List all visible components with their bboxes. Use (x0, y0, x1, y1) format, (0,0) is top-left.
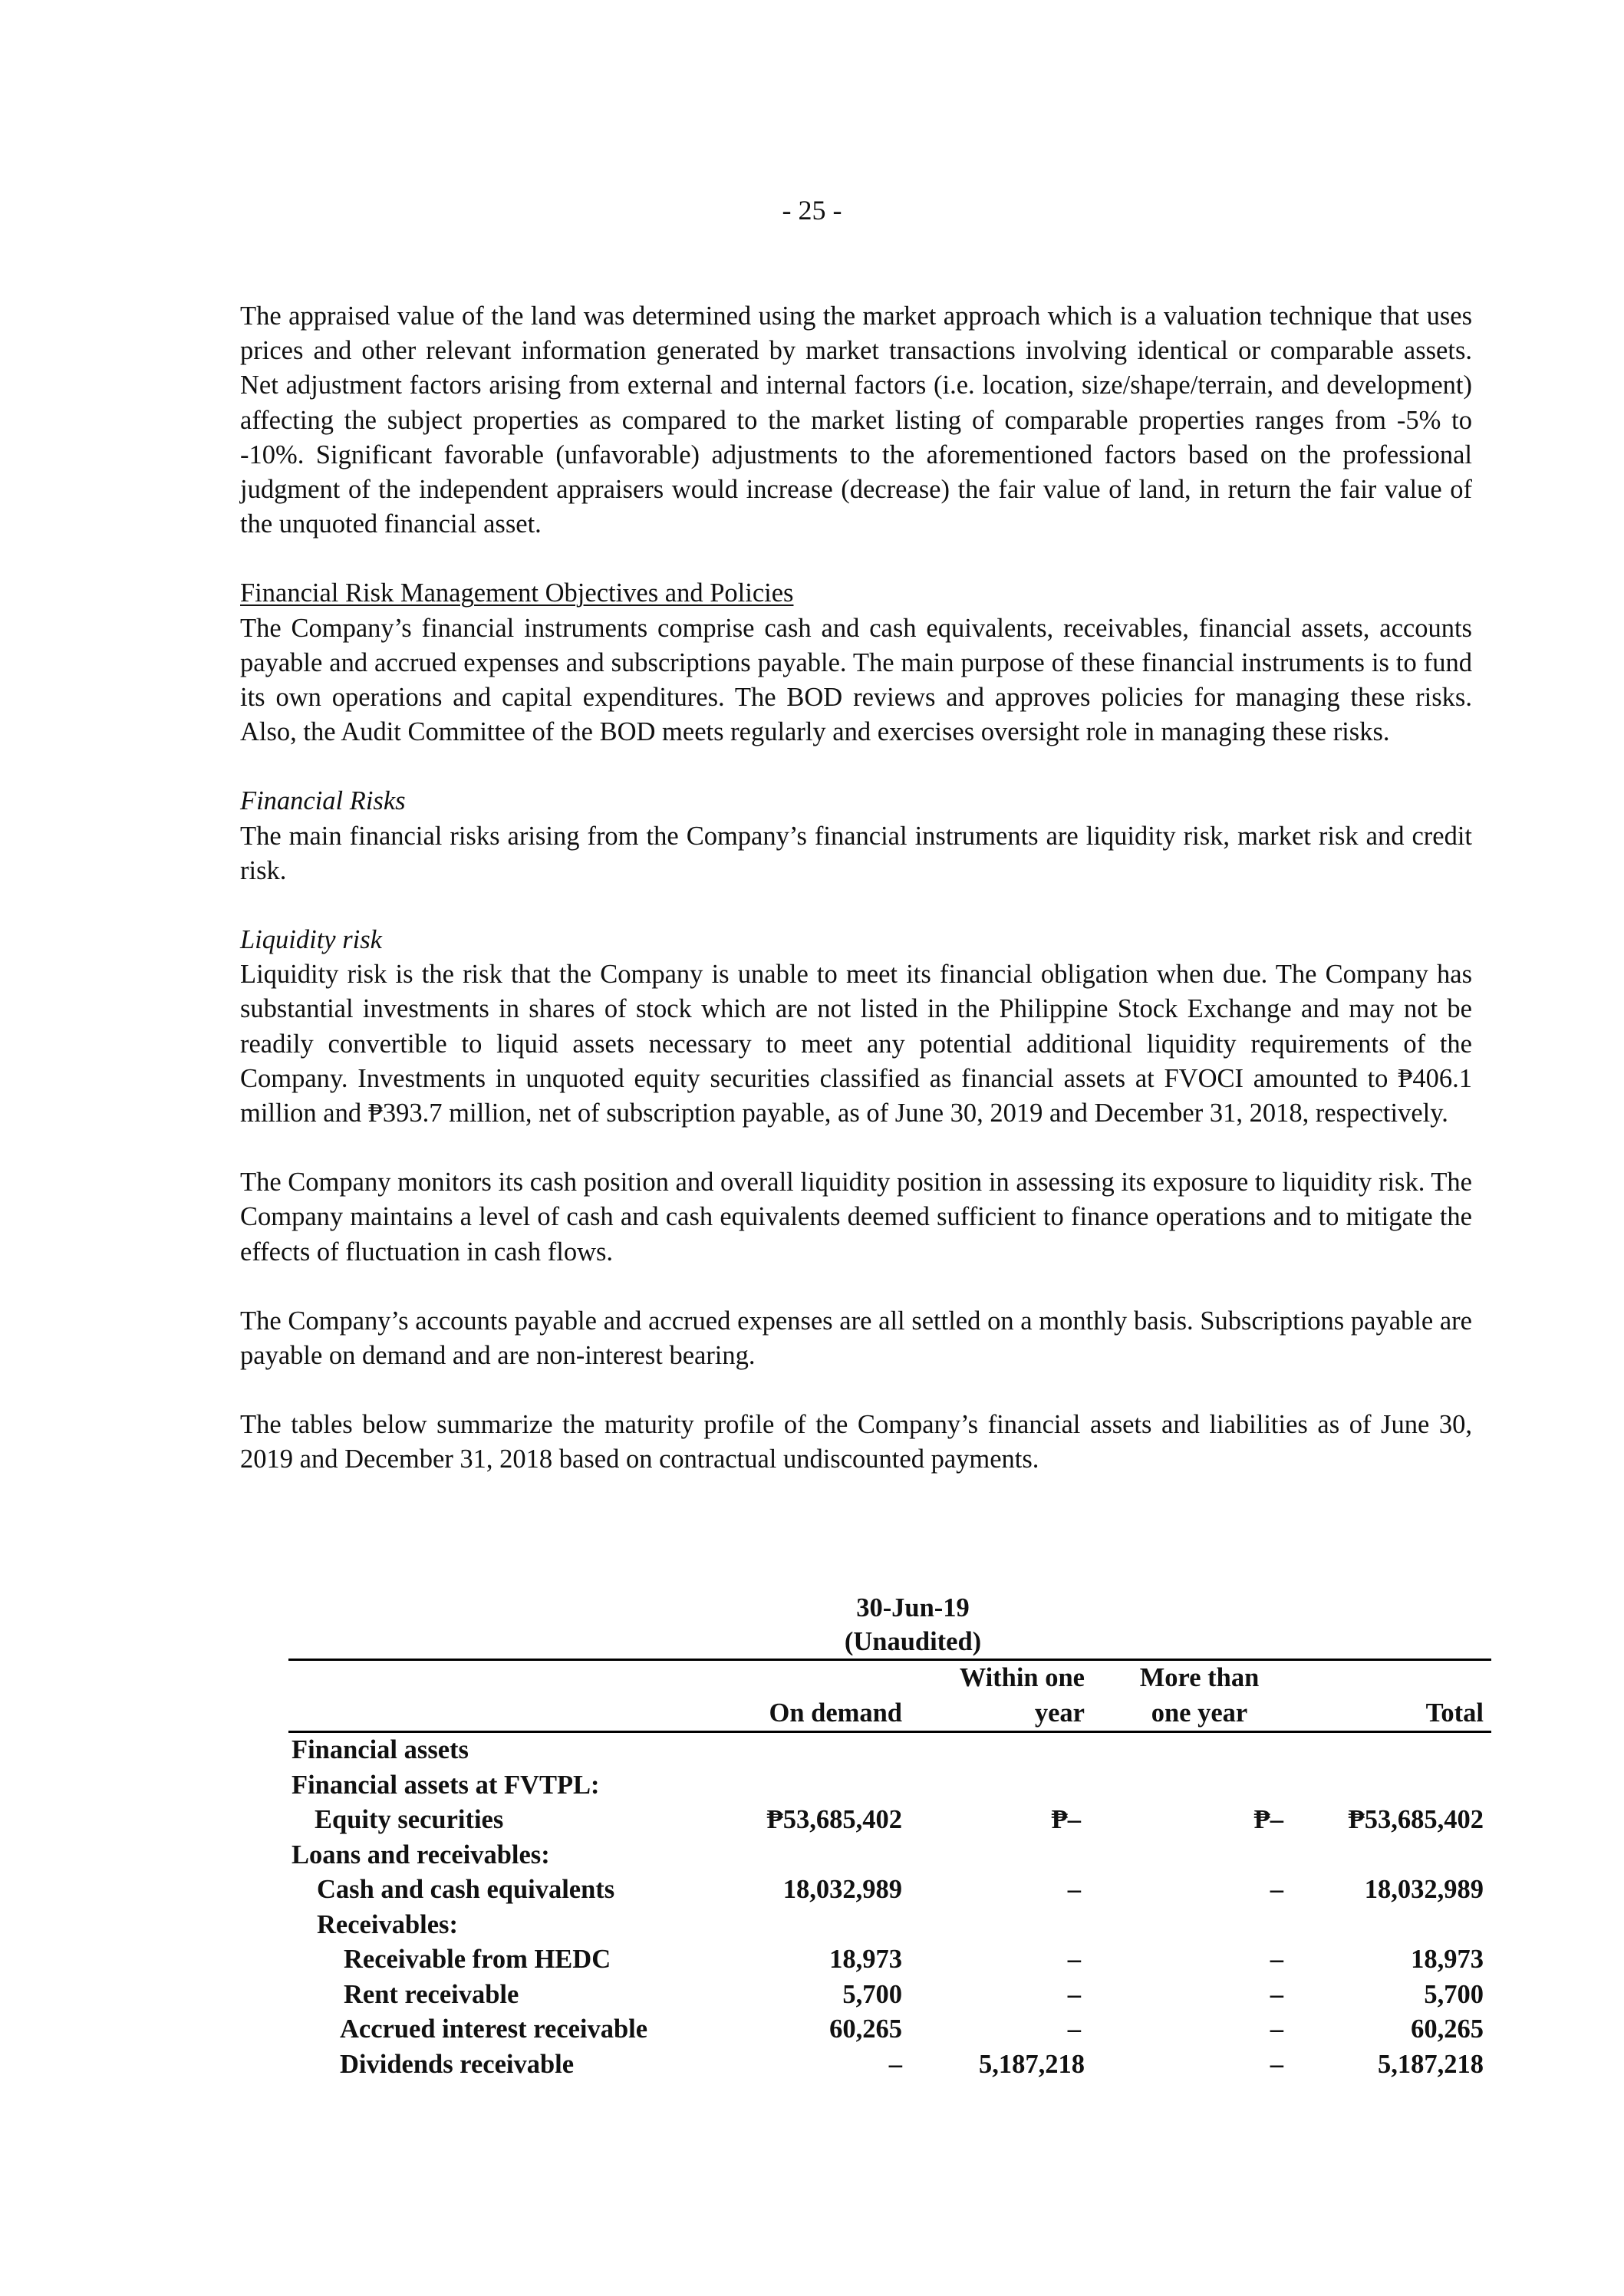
frm-heading: Financial Risk Management Objectives and Policies (240, 578, 794, 608)
liquidity-risk-section (240, 923, 1472, 1131)
row-label-section: Financial assets (292, 1735, 469, 1764)
payables-paragraph: The Company’s accounts payable and accrued expenses are all settled on a monthly basis. Subscriptions payable are payable on demand and are non-interest bearing. (240, 1306, 1472, 1371)
cell-within-one-year: – (1067, 1945, 1081, 1974)
table-row (288, 1733, 1491, 1768)
cash-monitoring-paragraph: The Company monitors its cash position and overall liquidity position in assessing its exposure to liquidity risk. The Company maintains a level of cash and cash equivalents deemed sufficient to finance operations and to mitigate the effects of fluctuation in cash flows. (240, 1168, 1472, 1267)
cell-within-one-year (902, 1768, 1085, 1804)
cell-total (1283, 1908, 1491, 1943)
cell-more-than-one-year: ₱– (1253, 1805, 1283, 1834)
header-blank (1283, 1661, 1491, 1696)
cell-total (1283, 1768, 1491, 1804)
cell-more-than-one-year: – (1270, 1875, 1283, 1904)
table-title (288, 1591, 1491, 1659)
cell-on-demand (718, 1733, 902, 1768)
cell-on-demand (718, 1908, 902, 1943)
cell-within-one-year: ₱– (1051, 1805, 1081, 1834)
table-audit-status: (Unaudited) (844, 1627, 982, 1656)
cell-more-than-one-year (1085, 1768, 1283, 1804)
cell-within-one-year (902, 1908, 1085, 1943)
row-label-item: Equity securities (315, 1805, 504, 1834)
spacer (240, 542, 1472, 576)
cell-more-than-one-year: – (1270, 2049, 1283, 2079)
spacer (240, 749, 1472, 784)
table-row (288, 1838, 1491, 1873)
cell-more-than-one-year (1085, 1733, 1283, 1768)
table-row (288, 1873, 1491, 1908)
cell-more-than-one-year: – (1270, 1945, 1283, 1974)
row-label-item: Cash and cash equivalents (317, 1875, 615, 1904)
cell-total (1283, 1733, 1491, 1768)
spacer (240, 888, 1472, 923)
table-row (288, 1942, 1491, 1978)
frm-section (240, 576, 1472, 749)
row-label-category: Loans and receivables: (292, 1840, 550, 1869)
header-on-demand: On demand (769, 1698, 902, 1728)
spacer (240, 1373, 1472, 1408)
header-within-one-year-line1: Within one (959, 1663, 1085, 1692)
cell-total: 5,700 (1424, 1979, 1484, 2009)
header-total: Total (1425, 1698, 1484, 1728)
spacer (240, 1131, 1472, 1165)
header-more-than-one-year-line2: one year (1151, 1698, 1248, 1728)
cell-on-demand: – (888, 2049, 902, 2079)
cell-total: 60,265 (1411, 2014, 1484, 2044)
table-row (288, 2047, 1491, 2083)
cell-more-than-one-year: – (1270, 2014, 1283, 2044)
table-date: 30-Jun-19 (856, 1593, 970, 1622)
cell-on-demand: 18,032,989 (782, 1875, 902, 1904)
cell-total (1283, 1838, 1491, 1873)
table-row (288, 2012, 1491, 2047)
row-label-item: Dividends receivable (340, 2049, 575, 2079)
table-row (288, 1803, 1491, 1838)
row-label-item: Receivable from HEDC (344, 1945, 611, 1974)
header-blank (288, 1696, 718, 1732)
cell-more-than-one-year (1085, 1908, 1283, 1943)
cell-on-demand: 5,700 (842, 1979, 902, 2009)
cell-total: 18,032,989 (1364, 1875, 1484, 1904)
maturity-table (288, 1661, 1491, 2082)
cell-within-one-year: 5,187,218 (979, 2049, 1085, 2079)
header-blank (718, 1661, 902, 1696)
row-label-item: Rent receivable (344, 1979, 519, 2009)
financial-risks-heading: Financial Risks (240, 786, 406, 816)
cell-within-one-year: – (1067, 1979, 1081, 2009)
row-label-category: Financial assets at FVTPL: (292, 1770, 600, 1800)
cell-on-demand (718, 1838, 902, 1873)
header-within-one-year-line2: year (1034, 1698, 1085, 1728)
maturity-profile-table (288, 1591, 1491, 2082)
table-row (288, 1908, 1491, 1943)
spacer (240, 1270, 1472, 1304)
liquidity-risk-paragraph: Liquidity risk is the risk that the Company is unable to meet its financial obligation when due. The Company has substantial investments in shares of stock which are not listed in the Philippine Stock Exchange and may not be readily convertible to liquid assets necessary to meet any potential additional liquidity requirements of the Company. Investments in unquoted equity securities classified as financial assets at FVOCI amounted to ₱406.1 million and ₱393.7 million, net of subscription payable, as of June 30, 2019 and December 31, 2018, respectively. (240, 960, 1472, 1128)
land-valuation-paragraph: The appraised value of the land was determined using the market approach which is a valuation technique that uses prices and other relevant information generated by market transactions involving identical or comparable assets. Net adjustment factors arising from external and internal factors (i.e. location, size/shape/terrain, and development) affecting the subject properties as compared to the market listing of comparable properties ranges from -5% to -10%. Significant favorable (unfavorable) adjustments to the aforementioned factors based on the professional judgment of the independent appraisers would increase (decrease) the fair value of land, in return the fair value of the unquoted financial asset. (240, 301, 1472, 539)
cell-total: 18,973 (1411, 1945, 1484, 1974)
cell-more-than-one-year: – (1270, 1979, 1283, 2009)
cell-total: 5,187,218 (1378, 2049, 1484, 2079)
frm-paragraph: The Company’s financial instruments comprise cash and cash equivalents, receivables, financial assets, accounts payable and accrued expenses and subscriptions payable. The main purpose of these financial instruments is to fund its own operations and capital expenditures. The BOD reviews and approves policies for managing these risks. Also, the Audit Committee of the BOD meets regularly and exercises oversight role in managing these risks. (240, 613, 1472, 747)
cell-within-one-year (902, 1838, 1085, 1873)
tables-intro-paragraph: The tables below summarize the maturity profile of the Company’s financial assets and liabilities as of June 30, 2019 and December 31, 2018 based on contractual undiscounted payments. (240, 1410, 1472, 1474)
cell-on-demand: 60,265 (829, 2014, 902, 2044)
table-header-row-2 (288, 1696, 1491, 1732)
financial-risks-paragraph: The main financial risks arising from the Company’s financial instruments are liquidity risk, market risk and credit risk. (240, 821, 1472, 885)
row-label-item: Accrued interest receivable (340, 2014, 648, 2044)
header-more-than-one-year-line1: More than (1139, 1663, 1260, 1692)
cell-within-one-year: – (1067, 1875, 1081, 1904)
financial-risks-section (240, 784, 1472, 888)
liquidity-risk-heading: Liquidity risk (240, 925, 382, 955)
cell-within-one-year: – (1067, 2014, 1081, 2044)
table-row (288, 1768, 1491, 1804)
cell-within-one-year (902, 1733, 1085, 1768)
table-header-row-1 (288, 1661, 1491, 1696)
cell-total: ₱53,685,402 (1348, 1805, 1484, 1834)
row-label-subcategory: Receivables: (317, 1909, 458, 1939)
document-body (240, 299, 1472, 1477)
header-blank (288, 1661, 718, 1696)
cell-on-demand (718, 1768, 902, 1804)
table-row (288, 1978, 1491, 2013)
cell-more-than-one-year (1085, 1838, 1283, 1873)
page-number: - 25 - (782, 195, 842, 226)
cell-on-demand: ₱53,685,402 (766, 1805, 902, 1834)
cell-on-demand: 18,973 (829, 1945, 902, 1974)
